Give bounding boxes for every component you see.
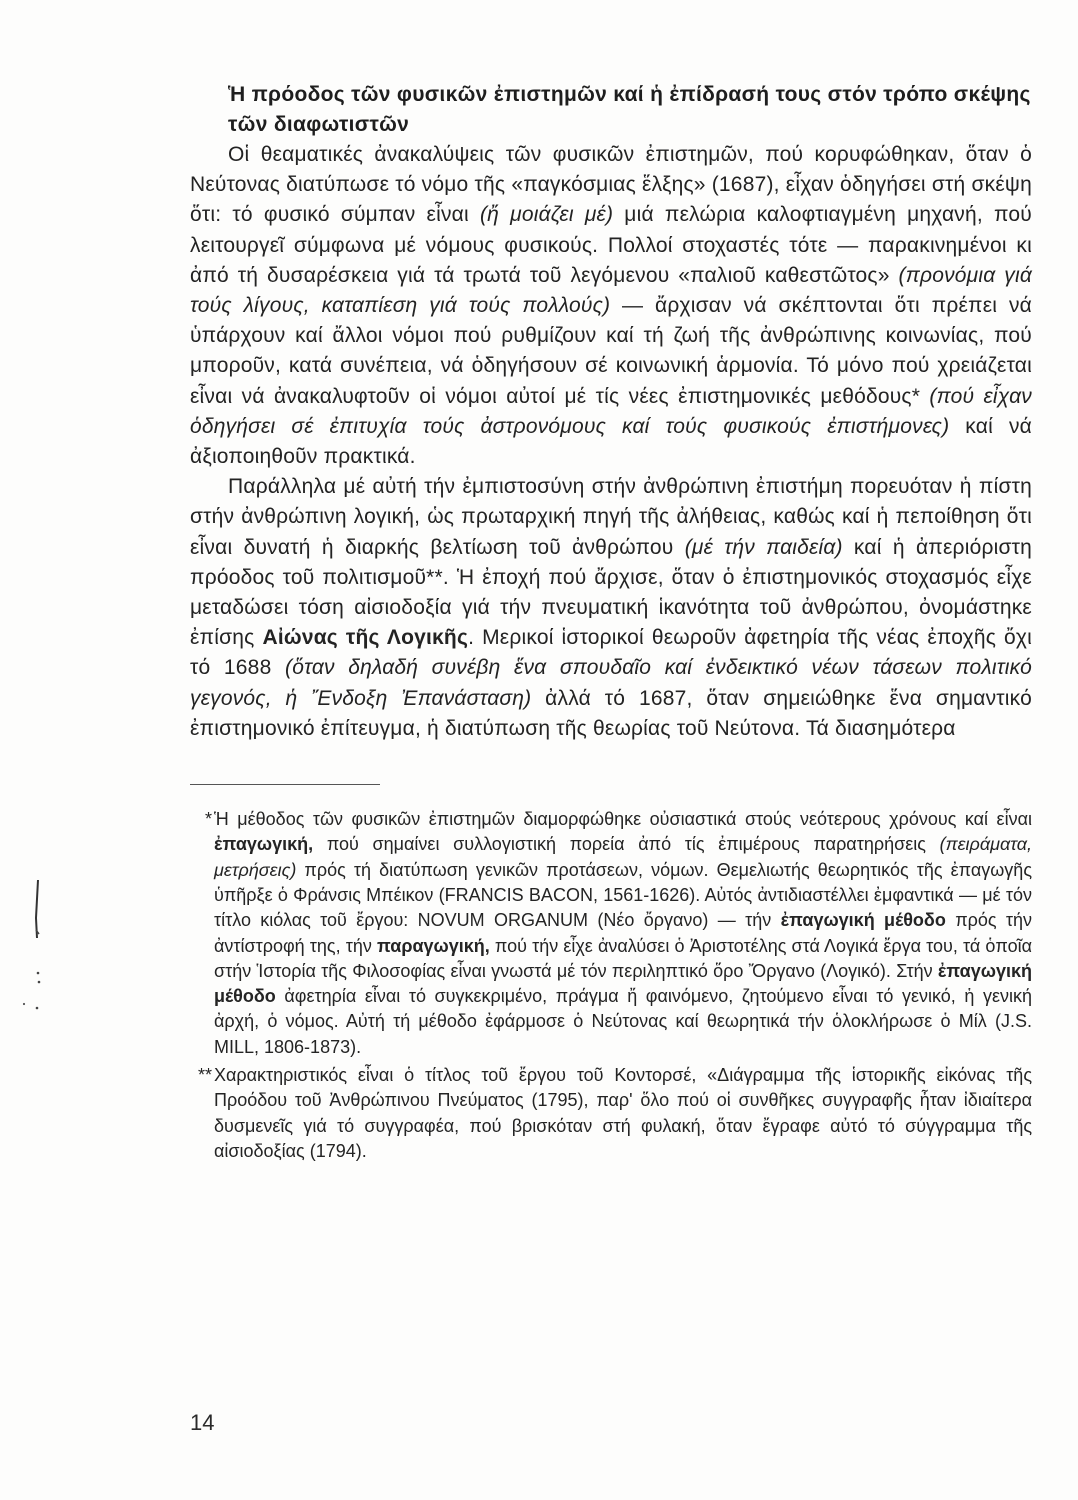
paragraph-2: Παράλληλα μέ αὐτή τήν ἐμπιστοσύνη στήν ἀνθρώπινη ἐπιστήμη πορευόταν ἡ πίστη στήν ἀνθρώπινη λογική, ὡς πρωταρχική πηγή τῆς ἀλήθειας, καθώς καί ἡ πεποίθηση ὅτι εἶναι δυνατή ἡ διαρκής βελτίωση τοῦ ἀνθρώπου (μέ τήν παιδεία) καί ἡ ἀπεριόριστη πρόοδος τοῦ πολιτισμοῦ**. Ἡ ἐποχή πού ἄρχισε, ὅταν ὁ ἐπιστημονικός στοχασμός εἶχε μεταδώσει τόση αἰσιοδοξία γιά τήν πνευματική ἱκανότητα τοῦ ἀνθρώπου, ὀνομάστηκε ἐπίσης Αἰώνας τῆς Λογικῆς. Μερικοί ἱστορικοί θεωροῦν ἀφετηρία τῆς νέας ἐποχῆς ὄχι τό 1688 (ὅταν δηλαδή συνέβη ἕνα σπουδαῖο καί ἐνδεικτικό νέων τάσεων πολιτικό γεγονός, ἡ Ἔνδοξη Ἐπανάσταση) ἀλλά τό 1687, ὅταν σημειώθηκε ἕνα σημαντικό ἐπιστημονικό ἐπίτευγμα, ἡ διατύπωση τῆς θεωρίας τοῦ Νεύτονα. Τά διασημότερα: [190, 475, 1032, 740]
footnote-marker: *: [204, 809, 212, 830]
paragraph-1: Οἱ θεαματικές ἀνακαλύψεις τῶν φυσικῶν ἐπιστημῶν, πού κορυφώθηκαν, ὅταν ὁ Νεύτονας διατύπωσε τό νόμο τῆς «παγκόσμιας ἕλξης» (1687), εἶχαν ὁδηγήσει στή σκέψη ὅτι: τό φυσικό σύμπαν εἶναι (ἤ μοιάζει μέ) μιά πελώρια καλοφτιαγμένη μηχανή, πού λειτουργεῖ σύμφωνα μέ νόμους φυσικούς. Πολλοί στοχαστές τότε — παρακινημένοι κι ἀπό τή δυσαρέσκεια γιά τά τρωτά τοῦ λεγόμενου «παλιοῦ καθεστῶτος» (προνόμια γιά τούς λίγους, καταπίεση γιά τούς πολλούς) — ἄρχισαν νά σκέπτονται ὅτι πρέπει νά ὑπάρχουν καί ἄλλοι νόμοι πού ρυθμίζουν καί τή ζωή τῆς ἀνθρώπινης κοινωνίας, πού μποροῦν, κατά συνέπεια, νά ὁδηγήσουν σέ κοινωνική ἁρμονία. Τό μόνο πού χρειάζεται εἶναι νά ἀνακαλυφτοῦν οἱ νόμοι αὐτοί μέ τίς νέες ἐπιστημονικές μεθόδους* (πού εἶχαν ὁδηγήσει σέ ἐπιτυχία τούς ἀστρονόμους καί τούς φυσικούς ἐπιστήμονες) καί νά ἀξιοποιηθοῦν πρακτικά.: [190, 143, 1033, 469]
section-heading: Ἡ πρόοδος τῶν φυσικῶν ἐπιστημῶν καί ἡ ἐπίδρασή τους στόν τρόπο σκέψης τῶν διαφωτιστῶν: [228, 83, 1031, 136]
page-number: 14: [190, 1410, 215, 1435]
footnote-marker: **: [197, 1065, 212, 1086]
margin-pencil-mark: [14, 878, 44, 1018]
footnote-1: * Ἡ μέθοδος τῶν φυσικῶν ἐπιστημῶν διαμορφώθηκε οὐσιαστικά στούς νεότερους χρόνους καί εἶναι ἐπαγωγική, πού σημαίνει συλλογιστική πορεία ἀπό τίς ἐπιμέρους παρατηρήσεις (πειράματα, μετρήσεις) πρός τή διατύπωση γενικῶν προτάσεων, νόμων. Θεμελιωτής θεωρητικός τῆς ἐπαγωγῆς ὑπῆρξε ὁ Φράνσις Μπέικον (FRANCIS BACON, 1561-1626). Αὐτός ἀντιδιαστέλλει ἐμφαντικά — μέ τόν τίτλο κιόλας τοῦ ἔργου: NOVUM ORGANUM (Νέο ὄργανο) — τήν ἐπαγωγική μέθοδο πρός τήν ἀντίστροφή της, τήν παραγωγική, πού τήν εἶχε ἀναλύσει ὁ Ἀριστοτέλης στά Λογικά ἔργα του, τά ὁποῖα στήν Ἱστορία τῆς Φιλοσοφίας εἶναι γνωστά μέ τόν περιληπτικό ὅρο Ὄργανο (Λογικό). Στήν ἐπαγωγική μέθοδο ἀφετηρία εἶναι τό συγκεκριμένο, πράγμα ἤ φαινόμενο, ζητούμενο εἶναι τό γενικό, ἡ γενική ἀρχή, ὁ νόμος. Αὐτή τή μέθοδο ἐφάρμοσε ὁ Νεύτονας καί θεωρητικά τήν ὁλοκλήρωσε ὁ Μίλ (J.S. MILL, 1806-1873).: [190, 807, 1032, 1060]
main-text: [190, 80, 1032, 1167]
footnote-2: ** Χαρακτηριστικός εἶναι ὁ τίτλος τοῦ ἔργου τοῦ Κοντορσέ, «Διάγραμμα τῆς ἱστορικῆς εἰκόνας τῆς Προόδου τοῦ Ἀνθρώπινου Πνεύματος (1795), παρ' ὅλο πού οἱ συνθῆκες συγγραφῆς ἦταν ἰδιαίτερα δυσμενεῖς γιά τό συγγραφέα, πού βρισκόταν στή φυλακή, ὅταν ἔγραφε αὐτό τό σύγγραμμα τῆς αἰσιοδοξίας (1794).: [190, 1063, 1032, 1164]
footnote-divider: [190, 784, 380, 785]
